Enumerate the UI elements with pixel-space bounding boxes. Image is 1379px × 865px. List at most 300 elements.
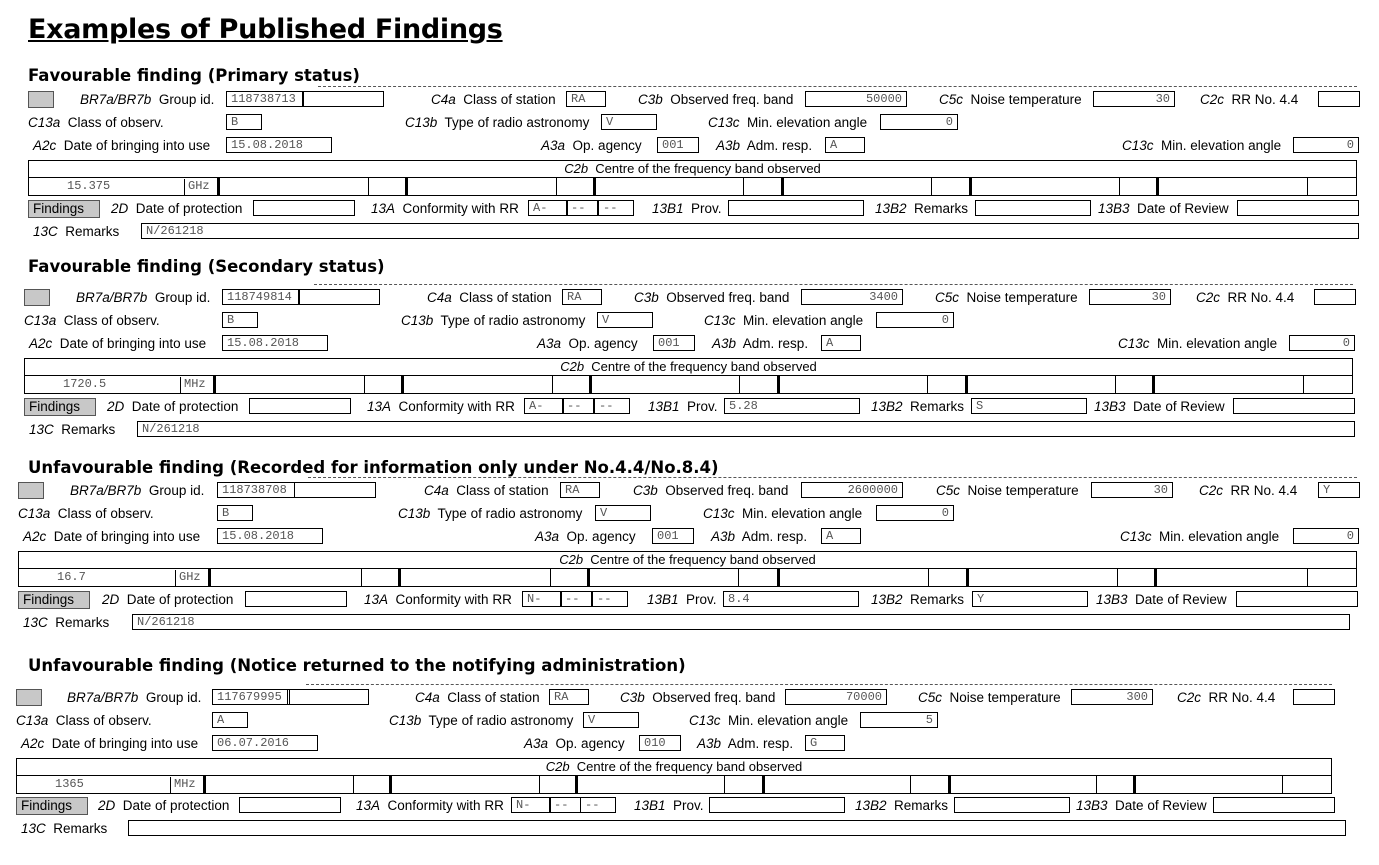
- date-review-field[interactable]: [1233, 398, 1355, 414]
- remarks-13b2-text: Remarks: [914, 201, 969, 216]
- prov-text: Prov.: [673, 798, 704, 813]
- class-station-text: Class of station: [463, 92, 556, 107]
- centre-frequency-code: C2b: [560, 359, 585, 374]
- prov-field[interactable]: [728, 200, 864, 216]
- noise-temp-label: [918, 690, 1061, 706]
- group-id-extra-field[interactable]: [302, 91, 384, 107]
- noise-temp-code: C5c: [918, 690, 943, 705]
- frequency-cell[interactable]: [1152, 376, 1155, 393]
- obs-freq-band-code: C3b: [633, 483, 658, 498]
- frequency-unit: GHz: [184, 179, 210, 196]
- rr44-text: RR No. 4.4: [1227, 290, 1295, 305]
- min-elev-2-code: C13c: [1120, 529, 1152, 544]
- type-ra-text: Type of radio astronomy: [437, 506, 583, 521]
- frequency-cell[interactable]: [777, 376, 780, 393]
- class-observ-field[interactable]: A: [212, 712, 248, 728]
- remarks-13b2-field[interactable]: S: [971, 398, 1087, 414]
- frequency-unit: MHz: [170, 777, 196, 794]
- adm-resp-label: [712, 336, 808, 352]
- min-elev-1-field[interactable]: 0: [876, 505, 954, 521]
- date-review-code: 13B3: [1096, 592, 1128, 607]
- frequency-cell[interactable]: [1156, 178, 1159, 195]
- group-id-code: BR7a/BR7b: [76, 290, 148, 305]
- group-id-code: BR7a/BR7b: [70, 483, 142, 498]
- centre-frequency-code: C2b: [559, 552, 584, 567]
- group-id-field[interactable]: 117679995: [212, 689, 290, 705]
- conformity-field-2[interactable]: --: [562, 398, 594, 414]
- remarks-13c-code: 13C: [29, 422, 54, 437]
- frequency-cell[interactable]: [931, 178, 932, 195]
- noise-temp-text: Noise temperature: [967, 483, 1079, 498]
- date-protection-text: Date of protection: [122, 798, 230, 813]
- frequency-cell[interactable]: [556, 178, 557, 195]
- op-agency-text: Op. agency: [555, 736, 625, 751]
- section-heading: Unfavourable finding (Recorded for information only under No.4.4/No.8.4): [28, 458, 719, 477]
- date-biu-label: [21, 736, 198, 752]
- adm-resp-label: [711, 529, 807, 545]
- class-station-code: C4a: [427, 290, 452, 305]
- group-id-extra-field[interactable]: [298, 289, 380, 305]
- obs-freq-band-text: Observed freq. band: [666, 290, 790, 305]
- frequency-unit: GHz: [175, 570, 201, 587]
- obs-freq-band-field[interactable]: 70000: [785, 689, 887, 705]
- group-id-text: Group id.: [148, 483, 205, 498]
- frequency-cell[interactable]: [1303, 376, 1304, 393]
- adm-resp-label: [697, 736, 793, 752]
- centre-frequency-title: [25, 359, 1352, 376]
- section-divider: [314, 284, 1353, 285]
- adm-resp-field[interactable]: G: [805, 735, 845, 751]
- frequency-cell[interactable]: [217, 178, 220, 195]
- date-review-text: Date of Review: [1115, 798, 1207, 813]
- centre-frequency-title: [29, 161, 1356, 178]
- remarks-13b2-field[interactable]: [975, 200, 1091, 216]
- date-protection-label: [107, 399, 238, 415]
- date-protection-text: Date of protection: [126, 592, 234, 607]
- frequency-cell[interactable]: [1119, 178, 1120, 195]
- remarks-13c-code: 13C: [33, 224, 58, 239]
- min-elev-1-field[interactable]: 5: [860, 712, 938, 728]
- frequency-cell[interactable]: [738, 569, 739, 586]
- frequency-cell[interactable]: [550, 569, 551, 586]
- type-ra-code: C13b: [398, 506, 431, 521]
- noise-temp-field[interactable]: 30: [1093, 91, 1175, 107]
- group-id-field[interactable]: 118749814: [222, 289, 300, 305]
- obs-freq-band-label: [620, 690, 775, 706]
- class-observ-code: C13a: [16, 713, 49, 728]
- frequency-value[interactable]: 16.7: [57, 570, 86, 584]
- remarks-13b2-text: Remarks: [910, 399, 965, 414]
- centre-frequency-text: Centre of the frequency band observed: [590, 552, 816, 567]
- remarks-13c-label: [23, 615, 109, 631]
- class-station-label: [431, 92, 556, 108]
- frequency-cell[interactable]: [1154, 569, 1157, 586]
- remarks-13b2-text: Remarks: [910, 592, 965, 607]
- frequency-cell[interactable]: [969, 178, 972, 195]
- op-agency-label: [524, 736, 625, 752]
- section-heading: Favourable finding (Secondary status): [28, 257, 385, 276]
- frequency-cell[interactable]: [777, 569, 780, 586]
- rr44-text: RR No. 4.4: [1208, 690, 1276, 705]
- obs-freq-band-label: [633, 483, 788, 499]
- class-observ-field[interactable]: B: [222, 312, 258, 328]
- op-agency-field[interactable]: 001: [657, 137, 699, 153]
- centre-frequency-title: [17, 759, 1331, 776]
- remarks-13b2-code: 13B2: [875, 201, 907, 216]
- type-ra-field[interactable]: V: [597, 312, 653, 328]
- frequency-cell[interactable]: [910, 776, 911, 793]
- adm-resp-text: Adm. resp.: [727, 736, 794, 751]
- min-elev-2-field[interactable]: 0: [1293, 528, 1359, 544]
- conformity-rr-text: Conformity with RR: [398, 399, 515, 414]
- frequency-cell[interactable]: [389, 776, 392, 793]
- prov-code: 13B1: [652, 201, 684, 216]
- remarks-13b2-field[interactable]: Y: [972, 591, 1088, 607]
- date-biu-label: [29, 336, 206, 352]
- remarks-13c-text: Remarks: [61, 422, 116, 437]
- min-elev-1-code: C13c: [703, 506, 735, 521]
- date-protection-field[interactable]: [249, 398, 351, 414]
- op-agency-code: A3a: [537, 336, 562, 351]
- rr44-field[interactable]: [1318, 91, 1360, 107]
- date-review-field[interactable]: [1236, 591, 1358, 607]
- obs-freq-band-label: [634, 290, 789, 306]
- frequency-cell[interactable]: [1282, 776, 1283, 793]
- min-elev-1-field[interactable]: 0: [880, 114, 958, 130]
- findings-button[interactable]: Findings: [18, 591, 90, 609]
- conformity-field-1[interactable]: A-: [528, 200, 568, 216]
- findings-button[interactable]: Findings: [16, 797, 88, 815]
- rr44-code: C2c: [1200, 92, 1225, 107]
- findings-button[interactable]: Findings: [24, 398, 96, 416]
- date-biu-text: Date of bringing into use: [59, 336, 207, 351]
- centre-frequency-table: [18, 551, 1357, 587]
- frequency-cell[interactable]: [353, 776, 354, 793]
- noise-temp-text: Noise temperature: [966, 290, 1078, 305]
- op-agency-label: [541, 138, 642, 154]
- frequency-cell[interactable]: [965, 376, 968, 393]
- class-observ-label: [16, 713, 152, 729]
- frequency-unit: MHz: [180, 377, 206, 394]
- prov-field[interactable]: [709, 797, 845, 813]
- date-protection-label: [111, 201, 242, 217]
- type-ra-text: Type of radio astronomy: [440, 313, 586, 328]
- adm-resp-code: A3b: [697, 736, 722, 751]
- min-elev-1-text: Min. elevation angle: [747, 115, 868, 130]
- frequency-cell[interactable]: [724, 776, 725, 793]
- min-elev-1-code: C13c: [704, 313, 736, 328]
- prov-field[interactable]: 5.28: [724, 398, 860, 414]
- conformity-rr-text: Conformity with RR: [402, 201, 519, 216]
- rr44-label: [1196, 290, 1294, 306]
- frequency-cell[interactable]: [593, 178, 596, 195]
- frequency-cell[interactable]: [213, 376, 216, 393]
- date-review-code: 13B3: [1076, 798, 1108, 813]
- op-agency-field[interactable]: 001: [653, 335, 695, 351]
- op-agency-code: A3a: [535, 529, 560, 544]
- remarks-13c-code: 13C: [21, 821, 46, 836]
- date-protection-code: 2D: [107, 399, 125, 414]
- min-elev-2-label: [1120, 529, 1279, 545]
- date-protection-text: Date of protection: [131, 399, 239, 414]
- conformity-field-3[interactable]: --: [580, 797, 616, 813]
- noise-temp-code: C5c: [935, 290, 960, 305]
- prov-label: [652, 201, 722, 217]
- min-elev-2-label: [1118, 336, 1277, 352]
- frequency-cell[interactable]: [401, 376, 404, 393]
- class-observ-code: C13a: [24, 313, 57, 328]
- class-station-field[interactable]: RA: [566, 91, 606, 107]
- remarks-13c-field[interactable]: N/261218: [141, 223, 1359, 239]
- class-observ-field[interactable]: B: [217, 505, 253, 521]
- frequency-cell[interactable]: [966, 569, 969, 586]
- frequency-value[interactable]: 1720.5: [63, 377, 107, 391]
- conformity-field-2[interactable]: --: [566, 200, 598, 216]
- class-observ-text: Class of observ.: [67, 115, 164, 130]
- group-id-field[interactable]: 118738708: [217, 482, 295, 498]
- class-station-field[interactable]: RA: [549, 689, 589, 705]
- date-biu-field[interactable]: 15.08.2018: [222, 335, 328, 351]
- min-elev-2-field[interactable]: 0: [1293, 137, 1359, 153]
- section-divider: [306, 684, 1332, 685]
- noise-temp-code: C5c: [939, 92, 964, 107]
- group-id-text: Group id.: [154, 290, 211, 305]
- obs-freq-band-field[interactable]: 3400: [801, 289, 903, 305]
- obs-freq-band-text: Observed freq. band: [665, 483, 789, 498]
- adm-resp-code: A3b: [711, 529, 736, 544]
- type-ra-field[interactable]: V: [601, 114, 657, 130]
- rr44-field[interactable]: Y: [1318, 482, 1360, 498]
- rr44-label: [1200, 92, 1298, 108]
- frequency-cell[interactable]: [1117, 569, 1118, 586]
- frequency-value[interactable]: 1365: [55, 777, 84, 791]
- record-select-square[interactable]: [16, 689, 42, 706]
- conformity-field-1[interactable]: A-: [524, 398, 564, 414]
- remarks-13b2-code: 13B2: [855, 798, 887, 813]
- op-agency-code: A3a: [524, 736, 549, 751]
- prov-text: Prov.: [691, 201, 722, 216]
- date-protection-label: [102, 592, 233, 608]
- adm-resp-text: Adm. resp.: [741, 529, 808, 544]
- date-protection-field[interactable]: [253, 200, 355, 216]
- prov-code: 13B1: [634, 798, 666, 813]
- obs-freq-band-code: C3b: [634, 290, 659, 305]
- date-review-text: Date of Review: [1135, 592, 1227, 607]
- centre-frequency-table: [28, 160, 1357, 196]
- frequency-cell[interactable]: [364, 376, 365, 393]
- class-observ-field[interactable]: B: [226, 114, 262, 130]
- frequency-cell[interactable]: [927, 376, 928, 393]
- type-ra-label: [389, 713, 573, 729]
- date-review-text: Date of Review: [1137, 201, 1229, 216]
- group-id-text: Group id.: [158, 92, 215, 107]
- class-observ-text: Class of observ.: [63, 313, 160, 328]
- frequency-cell[interactable]: [587, 569, 590, 586]
- prov-text: Prov.: [687, 399, 718, 414]
- frequency-cell[interactable]: [589, 376, 592, 393]
- remarks-13b2-label: [871, 592, 964, 608]
- record-select-square[interactable]: [18, 482, 44, 499]
- frequency-cell[interactable]: [361, 569, 362, 586]
- date-review-label: [1098, 201, 1229, 217]
- prov-field[interactable]: 8.4: [723, 591, 859, 607]
- obs-freq-band-field[interactable]: 50000: [805, 91, 907, 107]
- type-ra-field[interactable]: V: [595, 505, 651, 521]
- frequency-cell[interactable]: [368, 178, 369, 195]
- conformity-rr-label: [367, 399, 515, 415]
- op-agency-label: [537, 336, 638, 352]
- adm-resp-label: [716, 138, 812, 154]
- conformity-field-3[interactable]: --: [598, 200, 634, 216]
- frequency-cell[interactable]: [928, 569, 929, 586]
- rr44-code: C2c: [1196, 290, 1221, 305]
- type-ra-field[interactable]: V: [583, 712, 639, 728]
- group-id-label: [80, 92, 214, 108]
- centre-frequency-table: [24, 358, 1353, 394]
- frequency-cell[interactable]: [1096, 776, 1097, 793]
- findings-button[interactable]: Findings: [28, 200, 100, 218]
- remarks-13b2-label: [855, 798, 948, 814]
- date-review-field[interactable]: [1213, 797, 1335, 813]
- class-observ-label: [28, 115, 164, 131]
- type-ra-label: [405, 115, 589, 131]
- noise-temp-field[interactable]: 300: [1071, 689, 1153, 705]
- group-id-field[interactable]: 118738713: [226, 91, 304, 107]
- class-station-label: [415, 690, 540, 706]
- op-agency-field[interactable]: 001: [652, 528, 694, 544]
- date-review-text: Date of Review: [1133, 399, 1225, 414]
- obs-freq-band-field[interactable]: 2600000: [801, 482, 903, 498]
- frequency-value[interactable]: 15.375: [67, 179, 111, 193]
- date-protection-code: 2D: [102, 592, 120, 607]
- adm-resp-field[interactable]: A: [821, 528, 861, 544]
- date-review-code: 13B3: [1098, 201, 1130, 216]
- conformity-field-2[interactable]: --: [549, 797, 581, 813]
- date-review-label: [1076, 798, 1207, 814]
- record-select-square[interactable]: [28, 91, 54, 108]
- frequency-cell[interactable]: [539, 776, 540, 793]
- rr44-field[interactable]: [1314, 289, 1356, 305]
- min-elev-2-code: C13c: [1122, 138, 1154, 153]
- remarks-13c-text: Remarks: [53, 821, 108, 836]
- op-agency-text: Op. agency: [568, 336, 638, 351]
- adm-resp-text: Adm. resp.: [746, 138, 813, 153]
- adm-resp-field[interactable]: A: [821, 335, 861, 351]
- group-id-code: BR7a/BR7b: [80, 92, 152, 107]
- group-id-extra-field[interactable]: [287, 689, 369, 705]
- rr44-field[interactable]: [1293, 689, 1335, 705]
- centre-frequency-text: Centre of the frequency band observed: [576, 759, 803, 774]
- frequency-cell[interactable]: [948, 776, 951, 793]
- frequency-cell[interactable]: [405, 178, 408, 195]
- frequency-cell[interactable]: [1307, 569, 1308, 586]
- conformity-rr-code: 13A: [371, 201, 396, 216]
- noise-temp-label: [936, 483, 1079, 499]
- page-title: Examples of Published Findings: [28, 14, 503, 45]
- noise-temp-code: C5c: [936, 483, 961, 498]
- remarks-13c-code: 13C: [23, 615, 48, 630]
- conformity-rr-label: [364, 592, 512, 608]
- date-biu-field[interactable]: 15.08.2018: [217, 528, 323, 544]
- record-select-square[interactable]: [24, 289, 50, 306]
- conformity-rr-code: 13A: [356, 798, 381, 813]
- remarks-13c-field[interactable]: N/261218: [132, 614, 1350, 630]
- class-observ-label: [18, 506, 154, 522]
- frequency-cell[interactable]: [208, 569, 211, 586]
- centre-frequency-code: C2b: [545, 759, 570, 774]
- group-id-code: BR7a/BR7b: [67, 690, 139, 705]
- date-protection-field[interactable]: [245, 591, 347, 607]
- min-elev-1-label: [703, 506, 862, 522]
- date-biu-field[interactable]: 06.07.2016: [212, 735, 318, 751]
- date-review-field[interactable]: [1237, 200, 1359, 216]
- date-protection-label: [98, 798, 229, 814]
- conformity-field-3[interactable]: --: [592, 591, 628, 607]
- remarks-13b2-field[interactable]: [954, 797, 1070, 813]
- class-observ-text: Class of observ.: [55, 713, 152, 728]
- frequency-cell[interactable]: [762, 776, 765, 793]
- remarks-13c-field[interactable]: [128, 820, 1346, 836]
- frequency-cell[interactable]: [743, 178, 744, 195]
- frequency-cell[interactable]: [552, 376, 553, 393]
- class-station-field[interactable]: RA: [562, 289, 602, 305]
- remarks-13c-field[interactable]: N/261218: [137, 421, 1355, 437]
- class-station-field[interactable]: RA: [560, 482, 600, 498]
- class-station-text: Class of station: [447, 690, 540, 705]
- group-id-extra-field[interactable]: [294, 482, 376, 498]
- min-elev-1-label: [689, 713, 848, 729]
- remarks-13b2-label: [871, 399, 964, 415]
- date-biu-code: A2c: [23, 529, 47, 544]
- date-protection-code: 2D: [111, 201, 129, 216]
- date-biu-label: [33, 138, 210, 154]
- op-agency-text: Op. agency: [572, 138, 642, 153]
- frequency-cell[interactable]: [575, 776, 578, 793]
- frequency-cell[interactable]: [203, 776, 206, 793]
- conformity-field-1[interactable]: N-: [522, 591, 562, 607]
- conformity-field-2[interactable]: --: [560, 591, 592, 607]
- noise-temp-field[interactable]: 30: [1091, 482, 1173, 498]
- min-elev-1-field[interactable]: 0: [876, 312, 954, 328]
- frequency-cell[interactable]: [1133, 776, 1136, 793]
- rr44-label: [1177, 690, 1275, 706]
- conformity-field-1[interactable]: N-: [511, 797, 551, 813]
- frequency-cell[interactable]: [781, 178, 784, 195]
- adm-resp-field[interactable]: A: [825, 137, 865, 153]
- remarks-13b2-code: 13B2: [871, 592, 903, 607]
- type-ra-code: C13b: [405, 115, 438, 130]
- frequency-cell[interactable]: [1115, 376, 1116, 393]
- frequency-cell[interactable]: [739, 376, 740, 393]
- frequency-cell[interactable]: [1307, 178, 1308, 195]
- conformity-field-3[interactable]: --: [594, 398, 630, 414]
- type-ra-text: Type of radio astronomy: [444, 115, 590, 130]
- obs-freq-band-text: Observed freq. band: [652, 690, 776, 705]
- rr44-code: C2c: [1177, 690, 1202, 705]
- op-agency-field[interactable]: 010: [639, 735, 681, 751]
- class-station-label: [427, 290, 552, 306]
- noise-temp-field[interactable]: 30: [1089, 289, 1171, 305]
- class-station-code: C4a: [424, 483, 449, 498]
- frequency-cell[interactable]: [398, 569, 401, 586]
- conformity-rr-label: [371, 201, 519, 217]
- date-protection-field[interactable]: [239, 797, 341, 813]
- class-observ-text: Class of observ.: [57, 506, 154, 521]
- date-biu-field[interactable]: 15.08.2018: [226, 137, 332, 153]
- min-elev-1-code: C13c: [708, 115, 740, 130]
- min-elev-2-label: [1122, 138, 1281, 154]
- min-elev-2-field[interactable]: 0: [1289, 335, 1355, 351]
